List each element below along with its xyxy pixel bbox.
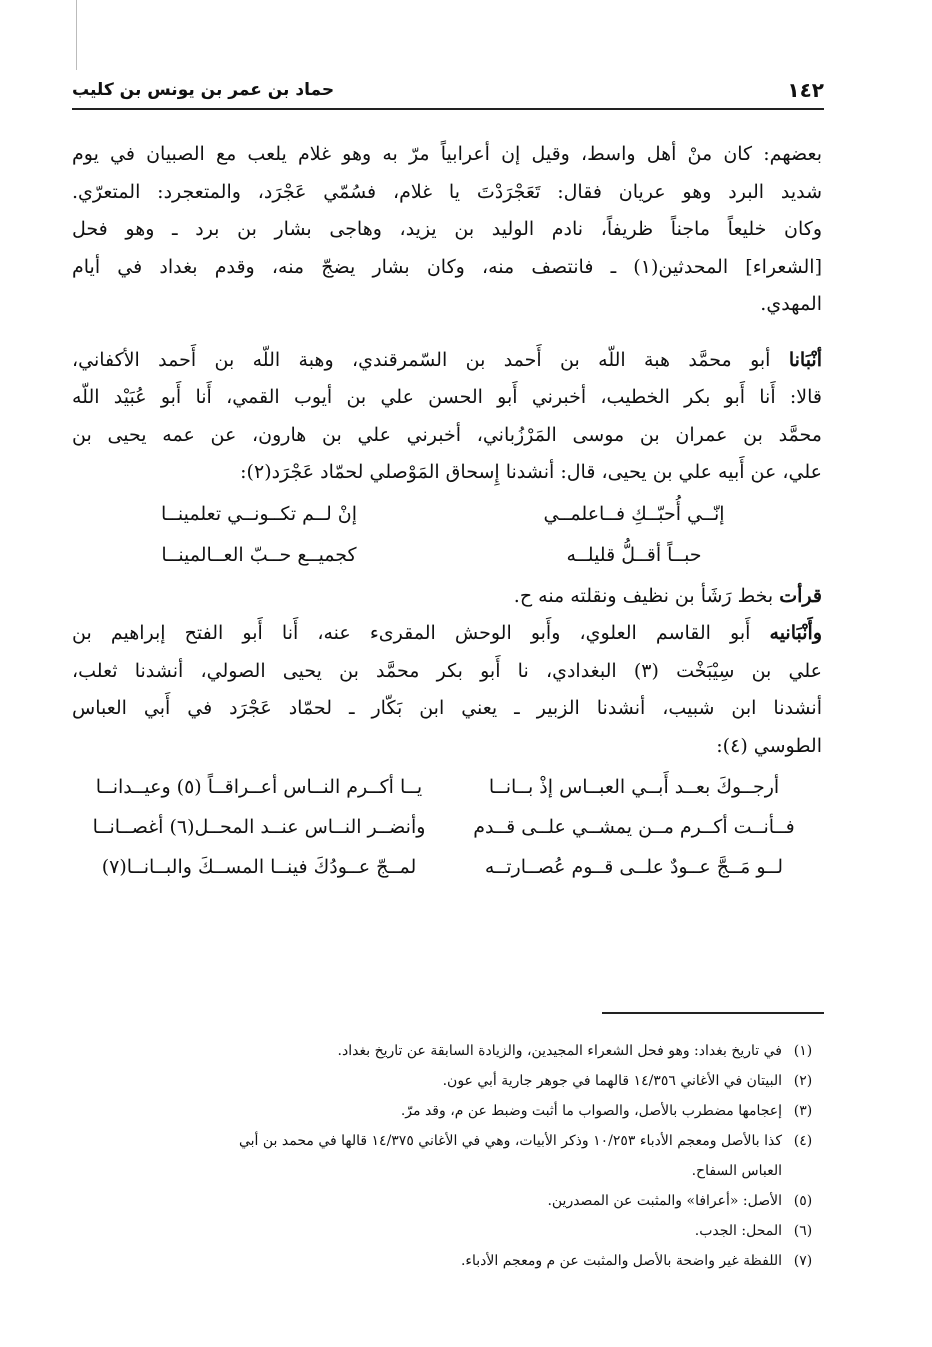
text-line: علي بن سِيْبَخْت (٣) البغدادي، نا أَبو بكر محمَّد بن يحيى الصولي، أنشدنا ثعلب، [72,659,822,682]
text-line: بعضهم: كان منْ أهل واسط، وقيل إن أعرابياً مرّ به وهو غلام يلعب مع الصبيان في يوم [72,143,822,165]
verse-first-hemistich: حبــاً أقــلُّ قليلــه [566,543,702,566]
footnote [72,1036,824,1066]
poem-verse [72,847,822,887]
footnote-rule [602,1012,824,1014]
footnote-number: (١) [793,1043,813,1059]
footnote-number: (٣) [793,1103,813,1119]
footnotes [72,1036,824,1276]
footnote-text: العباس السفاح. [691,1163,782,1179]
footnote-text: الأصل: «أعرافا» والمثبت عن المصدرين. [547,1193,782,1209]
verse-second-hemistich: لمــجّ عــودُكَ فينــا المســكَ والبــانــا(٧) [101,856,417,878]
paragraph-lead-word: أنْبَانا [788,348,822,371]
page-number: ١٤٢ [787,78,824,102]
footnote-text: اللفظة غير واضحة بالأصل والمثبت عن م ومعجم الأدباء. [460,1253,782,1269]
footnote-number: (٧) [793,1253,813,1269]
running-title: حماد بن عمر بن يونس بن كليب [72,80,335,100]
footnote-text: في تاريخ بغداد: وهو فحل الشعراء المجيدين، والزيادة السابقة عن تاريخ بغداد. [337,1043,782,1059]
verse-second-hemistich: يــا أكــرم النــاس أعــراقــاً (٥) وعيــدانــا [95,776,423,798]
text-line: الطوسي (٤): [716,734,822,757]
footnote [72,1246,824,1276]
scan-edge-line [76,0,77,70]
text-line: المهدي. [760,293,822,315]
poem-verse [72,535,822,576]
footnote [72,1216,824,1246]
paragraph-lead-word: قرأت [779,584,822,607]
footnote [72,1066,824,1096]
footnote-number: (٥) [793,1193,813,1209]
poem-verse [72,494,822,535]
footnote-number: (٢) [793,1073,813,1089]
footnote-number: (٤) [793,1133,813,1149]
footnote-text: البيتان في الأغاني ١٤/٣٥٦ قالهما في جوهر جارية أبي عون. [442,1073,782,1089]
text-line: وكان خليعاً ماجناً ظريفاً، نادم الوليد بن يزيد، وهاجى بشار بن برد ـ وهو فحل [72,218,822,240]
footnote-text: المحل: الجدب. [694,1223,782,1239]
verse-first-hemistich: إنّــي أُحبّــكِ فــاعلمــي [543,502,725,525]
text-span: بخط رَشَأ بن نظيف ونقلته منه ح. [513,584,780,607]
page-header [72,70,824,110]
paragraph-biography [72,136,822,324]
poem-verse [72,767,822,807]
text-line [72,342,822,380]
main-text [72,136,822,889]
footnote [72,1126,824,1156]
verse-second-hemistich: كجميــع حــبّ العــالمينــا [161,543,357,566]
footnote-text: إعجامها مضطرب بالأصل، والصواب ما أثبت وضبط عن م، وقد مرّ. [400,1103,782,1119]
text-span: أَبو القاسم العلوي، وأَبو الوحش المقرىء عنه، أَنا أَبو الفتح إبراهيم بن [72,622,770,644]
footnote-continuation [72,1156,824,1186]
header-rule [72,108,824,110]
poem-1 [72,494,822,576]
paragraph-isnad-2 [72,615,822,765]
text-line: أنشدنا ابن شبيب، أنشدنا الزبير ـ يعني ابن بَكّار ـ لحمّاد عَجْرَد في أَبي العباس [72,697,822,719]
paragraph-lead-word: وأَنْبَانيه [769,622,822,644]
verse-first-hemistich: لــو مَــجَّ عــودٌ علــى قــوم عُصــارتــه [484,856,784,878]
text-line [72,615,822,653]
text-line: محمَّد بن عمران بن موسى المَرْزُباني، أخبرني علي بن هارون، عن عمه يحيى بن [72,423,822,446]
verse-second-hemistich: وأنضــر النــاس عنــد المحــل(٦) أغصــانــا [92,816,426,838]
verse-first-hemistich: فــأنــت أكــرم مــن يمشــي علــى قــدم [473,816,795,838]
poem-2 [72,767,822,887]
text-line: قالا: أَنا أَبو بكر الخطيب، أخبرني أَبو الحسن علي بن أيوب القمي، أَنا أَبو عُبَيْد اللّه [72,386,822,408]
footnote [72,1096,824,1126]
text-line: [الشعراء] المحدثين(١) ـ فانتصف منه، وكان بشار يضجّ منه، وقدم بغداد في أيام [72,255,822,278]
verse-first-hemistich: أرجــوكَ بعــد أَبــي العبــاس إذْ بــانــا [488,776,780,798]
verse-second-hemistich: إنْ لــم تكــونــي تعلمينــا [160,502,358,525]
poem-verse [72,807,822,847]
footnote-text: كذا بالأصل ومعجم الأدباء ١٠/٢٥٣ وذكر الأبيات، وهي في الأغاني ١٤/٣٧٥ قالها في محمد بن أبي [238,1133,782,1149]
text-span: أبو محمَّد هبة اللّه بن أَحمد بن السّمرقندي، وهبة اللّه بن أَحمد الأكفاني، [72,348,789,371]
paragraph-isnad-1 [72,342,822,492]
text-line: شديد البرد وهو عريان فقال: تَعَجْرَدْتَ يا غلام، فسُمّي عَجْرَد، والمتعجرد: المتعرّي. [72,180,822,203]
footnote-number: (٦) [793,1223,813,1239]
reading-note [72,578,822,616]
text-line: علي، عن أَبيه علي بن يحيى، قال: أنشدنا إِسحاق المَوْصلي لحمّاد عَجْرَد(٢): [240,461,822,483]
footnote [72,1186,824,1216]
